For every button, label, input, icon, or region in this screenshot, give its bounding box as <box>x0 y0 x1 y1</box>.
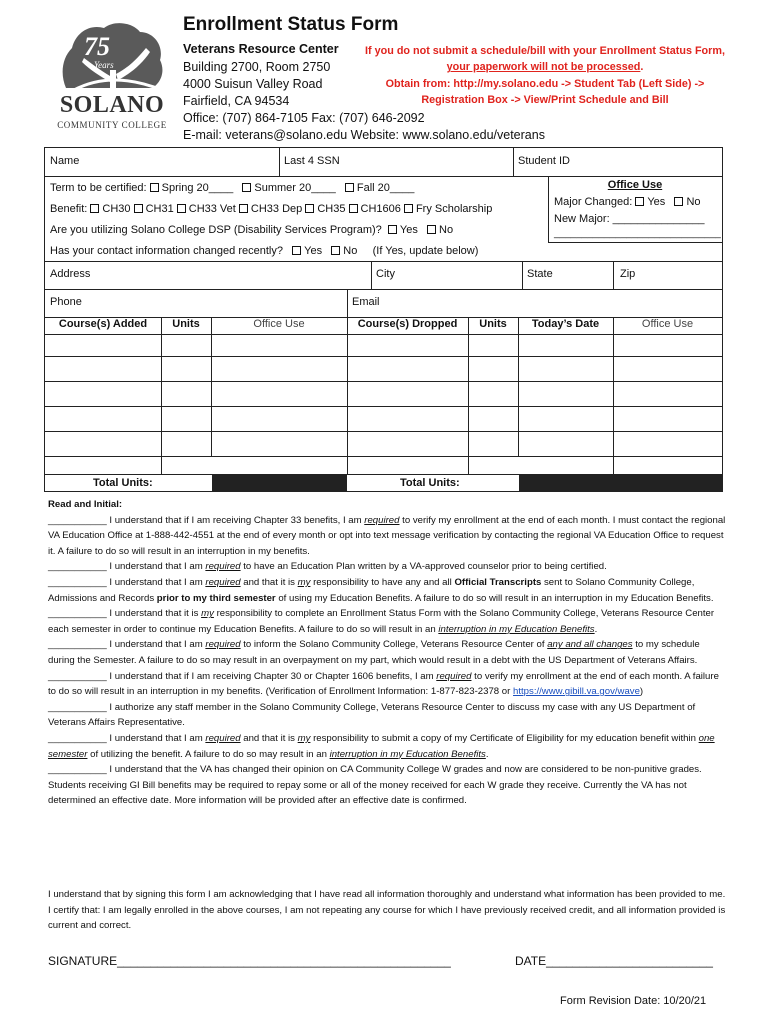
contact-yes-checkbox[interactable] <box>292 246 301 255</box>
center-name: Veterans Resource Center <box>183 42 339 56</box>
fry-scholarship-label: Fry Scholarship <box>415 203 493 215</box>
dsp-no-checkbox[interactable] <box>427 225 436 234</box>
statement-ch33: ___________ I understand that if I am receiving Chapter 33 benefits, I am required to verify my enrollment at the end of each month. I must contact the regional VA Education Office at 1-888-442-4551 at the end of every month or opt into text message verification by contacting the regional VA Education Office to request it. A failure to do so will result in an interruption in my benefits. <box>48 514 726 557</box>
dsp-yes-checkbox[interactable] <box>388 225 397 234</box>
dsp-no-label: No <box>439 224 454 236</box>
contact-no-checkbox[interactable] <box>331 246 340 255</box>
phone-label: Phone <box>50 296 82 308</box>
spring-checkbox[interactable] <box>150 183 159 192</box>
major-no-checkbox[interactable] <box>674 197 683 206</box>
summer-label: Summer 20____ <box>254 182 336 194</box>
major-yes-checkbox[interactable] <box>635 197 644 206</box>
ch1606-checkbox[interactable] <box>349 204 358 213</box>
shaded-cell <box>519 475 722 492</box>
email-label: Email <box>352 296 380 308</box>
address-line-2: 4000 Suisun Valley Road <box>183 77 323 91</box>
total-units-added-label: Total Units: <box>93 477 153 489</box>
dsp-question: Are you utilizing Solano College DSP (Disability Services Program)? <box>50 224 382 236</box>
major-changed-label: Major Changed: <box>554 196 633 208</box>
major-yes-label: Yes <box>647 196 666 208</box>
signature-line[interactable]: SIGNATURE__________________________________________________ <box>48 954 451 968</box>
warning-line-2: your paperwork will not be processed. <box>446 61 644 73</box>
col-office-use-added: Office Use <box>253 318 305 330</box>
benefit-row <box>50 203 492 215</box>
logo-wordmark: SOLANO <box>59 92 165 118</box>
anniversary-years: Years <box>94 60 114 70</box>
dsp-row <box>50 224 453 236</box>
dsp-yes-label: Yes <box>399 224 418 236</box>
col-todays-date: Today’s Date <box>531 318 600 330</box>
major-changed-row <box>554 196 701 208</box>
gibill-wave-link[interactable]: https://www.gibill.va.gov/wave <box>513 686 640 698</box>
read-initial-heading: Read and Initial: <box>48 499 123 510</box>
spring-label: Spring 20____ <box>161 182 234 194</box>
logo-subtitle: COMMUNITY COLLEGE <box>57 120 167 130</box>
statement-enrollment-form: ___________ I understand that it is my responsibility to complete an Enrollment Status Form with the Solano Community College, Veterans Resource Center each semester in order to continue my Education Benefits. A failure to do so will result in an interruption in my Education Benefits. <box>48 608 715 635</box>
phone-fax-line: Office: (707) 864-7105 Fax: (707) 646-2092 <box>183 111 425 125</box>
ch33-vet-label: CH33 Vet <box>188 203 236 215</box>
ch33-vet-checkbox[interactable] <box>177 204 186 213</box>
warning-line-3: Obtain from: http://my.solano.edu -> Student Tab (Left Side) -> <box>385 78 705 90</box>
contact-no-label: No <box>343 245 358 257</box>
fall-label: Fall 20____ <box>356 182 415 194</box>
ch31-checkbox[interactable] <box>134 204 143 213</box>
ch1606-label: CH1606 <box>360 203 401 215</box>
ch33-dep-label: CH33 Dep <box>250 203 303 215</box>
address-line-3: Fairfield, CA 94534 <box>183 94 290 108</box>
solano-college-logo <box>56 18 168 136</box>
warning-line-4: Registration Box -> View/Print Schedule and Bill <box>421 94 669 106</box>
benefit-label: Benefit: <box>50 203 88 215</box>
fry-scholarship-checkbox[interactable] <box>404 204 413 213</box>
name-label: Name <box>50 155 80 167</box>
statement-education-plan: ___________ I understand that I am required to have an Education Plan written by a VA-approved counselor prior to being certified. <box>48 561 607 573</box>
date-line[interactable]: DATE_________________________ <box>515 954 713 968</box>
term-label: Term to be certified: <box>50 182 147 194</box>
email-website-line: E-mail: veterans@solano.edu Website: www.solano.edu/veterans <box>183 128 545 142</box>
major-no-label: No <box>686 196 701 208</box>
statement-schedule-changes: ___________ I understand that I am required to inform the Solano Community College, Veterans Resource Center of any and all changes to my schedule during the Semester. A failure to do so may result in an overpayment on my part, which would result in a debt with the US Department of Veterans Affairs. <box>48 639 700 666</box>
contact-row <box>50 245 478 257</box>
contact-note: (If Yes, update below) <box>372 245 479 257</box>
total-units-dropped-label: Total Units: <box>400 477 460 489</box>
ch30-checkbox[interactable] <box>90 204 99 213</box>
statement-ch30-ch1606: ___________ I understand that if I am receiving Chapter 30 or Chapter 1606 benefits, I am required to verify my enrollment at the end of each month. A failure to do so will result in an interruption in my benefits. (Verification of Enrollment Information: 1-877-823-2378 or https://www.gibill.va.gov/wave) <box>48 670 719 698</box>
student-id-label: Student ID <box>518 155 570 167</box>
acknowledgement-paragraph: I understand that by signing this form I am acknowledging that I have read all information thoroughly and understand what information has been provided to me. I certify that: I am legally enrolled in the above courses, I am not repeating any course for which I have previously received credit, and all information provided is current and correct. <box>48 889 726 932</box>
ch35-checkbox[interactable] <box>305 204 314 213</box>
anniversary-number: 75 <box>84 32 110 61</box>
col-units-dropped: Units <box>479 318 507 330</box>
warning-line-1: If you do not submit a schedule/bill with your Enrollment Status Form, <box>365 45 725 57</box>
enrollment-form-table <box>44 147 723 492</box>
ch35-label: CH35 <box>317 203 346 215</box>
term-row <box>50 182 414 194</box>
form-revision-date: Form Revision Date: 10/20/21 <box>560 995 707 1007</box>
form-title: Enrollment Status Form <box>183 14 399 35</box>
col-courses-added: Course(s) Added <box>58 318 148 330</box>
col-courses-dropped: Course(s) Dropped <box>357 318 458 330</box>
fall-checkbox[interactable] <box>345 183 354 192</box>
zip-label: Zip <box>620 268 636 280</box>
contact-yes-label: Yes <box>304 245 323 257</box>
statement-transcripts: ___________ I understand that I am required and that it is my responsibility to have any and all Official Transcripts sent to Solano Community College, Admissions and Records prior to my third semester of using my Education Benefits. A failure to do so will result in an interruption in my Education Benefits. <box>48 576 714 604</box>
col-units-added: Units <box>172 318 200 330</box>
ch31-label: CH31 <box>145 203 174 215</box>
ch33-dep-checkbox[interactable] <box>239 204 248 213</box>
office-use-line: ______________________________ <box>554 228 721 239</box>
statement-authorize-staff: ___________ I authorize any staff member in the Solano Community College, Veterans Resource Center to discuss my case with any US Department of Veterans Affairs Representative. <box>48 701 696 729</box>
city-label: City <box>376 268 395 280</box>
ssn-label: Last 4 SSN <box>284 155 340 167</box>
office-use-title: Office Use <box>607 179 663 191</box>
state-label: State <box>527 268 553 280</box>
statement-w-grades: ___________ I understand that the VA has changed their opinion on CA Community College W grades and now are considered to be non-punitive grades. Students receiving GI Bill benefits may be required to repay some or all of the money received for each W grade they receive. Currently the VA has not determined an effective date. More information will be provided after an effective date is confirmed. <box>48 764 702 807</box>
shaded-cell <box>212 475 347 492</box>
contact-question: Has your contact information changed recently? <box>50 245 283 257</box>
new-major-field[interactable]: New Major: _______________ <box>554 213 705 225</box>
oak-tree-icon <box>56 18 168 92</box>
address-label: Address <box>50 268 91 280</box>
col-office-use-dropped: Office Use <box>641 318 694 330</box>
summer-checkbox[interactable] <box>242 183 251 192</box>
ch30-label: CH30 <box>102 203 131 215</box>
read-and-initial-section <box>48 497 728 809</box>
statement-certificate-eligibility: ___________ I understand that I am required and that it is my responsibility to submit a copy of my Certificate of Eligibility for my education benefit within one semester of utilizing the benefit. A failure to do so may result in an interruption in my Education Benefits. <box>48 732 715 760</box>
address-line-1: Building 2700, Room 2750 <box>183 60 331 74</box>
